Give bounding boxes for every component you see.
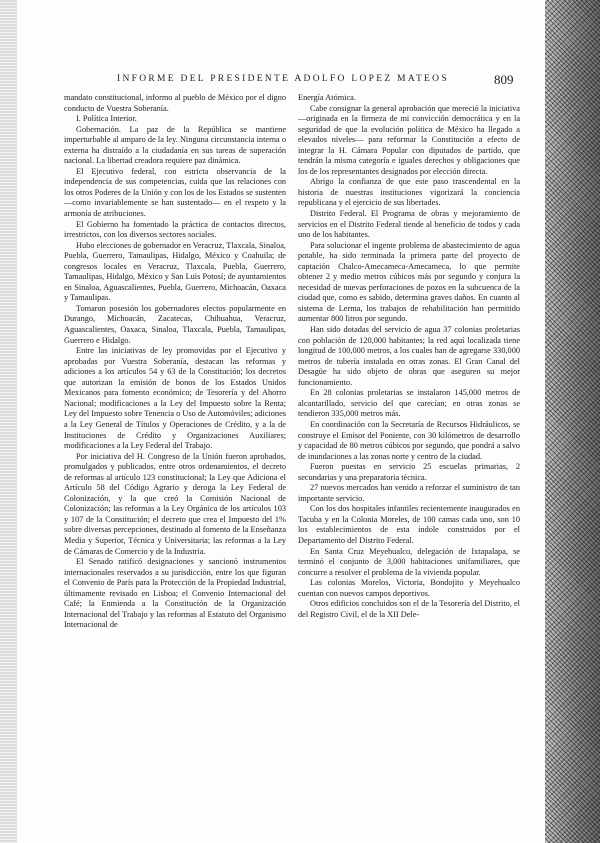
- scan-left-edge: [0, 0, 17, 843]
- paragraph: Otros edificios concluidos son el de la Tesorería del Distrito, el del Registro Civil, el de la XII Dele-: [298, 599, 520, 619]
- paragraph: Energía Atómica.: [298, 93, 356, 102]
- paragraph: En Santa Cruz Meyehualco, delegación de Ixtapalapa, se terminó el conjunto de 3,000 habitaciones unifamiliares, que concurre a resolver el problema de la vivienda popular.: [298, 546, 520, 577]
- paragraph: Distrito Federal. El Programa de obras y mejoramiento de servicios en el Distrito Federal tiende al beneficio de todos y cada uno de los habitantes.: [298, 209, 520, 240]
- paragraph: Abrigo la confianza de que este paso trascendental en la historia de nuestras instituciones vigorizará la conciencia republicana y el ejercicio de sus libertades.: [298, 177, 520, 208]
- paragraph: El Gobierno ha fomentado la práctica de contactos directos, irrestrictos, con los diversos sectores sociales.: [64, 219, 286, 240]
- paragraph: Con los dos hospitales infantiles recientemente inaugurados en Tacuba y en la Colonia Moreles, de 100 camas cada uno, son 10 los establecimientos de esta índole construidos por el Departamento del Distrito Federal.: [298, 504, 520, 545]
- paragraph: Para solucionar el ingente problema de abastecimiento de agua potable, ha sido terminada la primera parte del proyecto de captación Chalco-Amecameca-Amecameca, lo que permite obtener 2 y medio metros cúbicos más por segundo y conjura la necesidad de nuevas perforaciones de pozos en la subcuenca de la ciudad que, como es sabido, determina graves daños. En cuanto al sistema de Lerma, los trabajos de rehabilitación han permitido aumentar 800 litros por segundo.: [298, 240, 520, 324]
- paragraph: El Senado ratificó designaciones y sancionó instrumentos internacionales reservados a su jurisdicción, entre los que figuran el Convenio de París para la Protección de la Propiedad Industrial, últimamente revisado en Lisboa; el Convenio Internacional del Café; la Enmienda a la Constitución de la Organización Internacional del Trabajo y las reformas al Estatuto del Organismo Internacional de: [64, 557, 286, 630]
- paragraph: Gobernación. La paz de la República se mantiene imperturbable al amparo de la ley. Ninguna circunstancia interna o externa ha distraído a la ciudadanía en sus tareas de superación nacional. La libertad creadora requiere paz dinámica.: [64, 124, 286, 166]
- paragraph: Tomaron posesión los gobernadores electos popularmente en Durango, Michoacán, Zacatecas, Chihuahua, Veracruz, Aguascalientes, Oaxaca, Sinaloa, Tlaxcala, Puebla, Tamaulipas, Guerrero e Hidalgo.: [64, 303, 286, 345]
- paragraph: Por iniciativa del H. Congreso de la Unión fueron aprobados, promulgados y publicados, entre otros ordenamientos, el decreto de reformas al artículo 123 constitucional; la Ley que Adiciona el Artículo 58 del Código Agrario y deroga la Ley Federal de Colonización, y la que creó la Comisión Nacional de Colonización; las reformas a la Ley Orgánica de los artículos 103 y 107 de la Constitución; el decreto que crea el Impuesto del 1% sobre diversas percepciones, destinado al fomento de la Enseñanza Media y Superior, Técnica y Universitaria; las reformas a la Ley de Cámaras de Comercio y de la Industria.: [64, 451, 286, 556]
- section-heading: I. Política Interior.: [76, 114, 137, 124]
- paragraph: Han sido dotadas del servicio de agua 37 colonias proletarias con población de 120,000 habitantes; la red aquí localizada tiene longitud de 100,000 metros, a los cuales han de agregarse 330,000 metros de tubería instalada en otras zonas. El Gran Canal del Desagüe ha sido objeto de obras que aseguren su mejor funcionamiento.: [298, 325, 520, 387]
- paragraph: 27 nuevos mercados han venido a reforzar el suministro de tan importante servicio.: [298, 483, 520, 503]
- paragraph: Fueron puestas en servicio 25 escuelas primarias, 2 secundarias y una preparatoria técnica.: [298, 462, 520, 482]
- left-column: [64, 93, 286, 631]
- paragraph: Entre las iniciativas de ley promovidas por el Ejecutivo y aprobadas por Vuestra Soberanía, destacan las reformas y adiciones a los artículos 54 y 63 de la Constitución; los decretos que autorizan la emisión de bonos de los Estados Unidos Mexicanos para fomento económico; de Tesorería y del Ahorro Nacional; modificaciones a la Ley del Impuesto sobre la Renta; Ley del Impuesto sobre Tenencia o Uso de Automóviles; adiciones a la Ley General de Títulos y Operaciones de Crédito, y a la de Instituciones de Crédito y Organizaciones Auxiliares; modificaciones a la Ley Federal del Trabajo.: [64, 346, 286, 451]
- paragraph: Cabe consignar la general aprobación que mereció la iniciativa —originada en la firmeza de mi convicción democrática y en la seguridad de que la evolución política de México ha llegado a elevados niveles— para reformar la Constitución a efecto de integrar la H. Cámara Popular con diputados de partido, que tendrán la misma categoría e iguales derechos y obligaciones que los de los representantes designados por elección directa.: [298, 103, 520, 176]
- paragraph: Las colonias Morelos, Victoria, Bondojito y Meyehualco cuentan con nuevos campos deportivos.: [298, 578, 520, 598]
- paragraph: En coordinación con la Secretaría de Recursos Hidráulicos, se construye el Emisor del Poniente, con 30 kilómetros de desarrollo y capacidad de 80 metros cúbicos por segundo, que pondrá a salvo de inundaciones a las zonas norte y centro de la ciudad.: [298, 419, 520, 461]
- paragraph: En 28 colonias proletarias se instalaron 145,000 metros de alcantarillado, servicio del que carecían; en otras zonas se tendieron 335,000 metros más.: [298, 388, 520, 419]
- right-column: [298, 93, 520, 620]
- running-head: INFORME DEL PRESIDENTE ADOLFO LOPEZ MATEOS: [117, 74, 449, 84]
- page-number: 809: [494, 72, 514, 87]
- paragraph: Hubo elecciones de gobernador en Veracruz, Tlaxcala, Sinaloa, Puebla, Guerrero, Tamaulipas, Hidalgo, México y Coahuila; de congresos locales en Veracruz, Tlaxcala, Puebla, Guerrero, Tamaulipas, Hidalgo, México y San Luis Potosí; de ayuntamientos en Sinaloa, Aguascalientes, Puebla, Guerrero, Michoacán, Oaxaca y Tamaulipas.: [64, 240, 286, 303]
- document-page: [17, 0, 545, 843]
- paragraph: mandato constitucional, informo al pueblo de México por el digno conducto de Vuestra Soberanía.: [64, 93, 286, 113]
- scan-right-edge: [545, 0, 600, 843]
- paragraph: El Ejecutivo federal, con estricta observancia de la independencia de sus competencias, cuida que las relaciones con los otros Poderes de la Unión y con los de los Estados se sustenten —como invariablemente se han sustentado— en el respeto y la armonía de atribuciones.: [64, 166, 286, 219]
